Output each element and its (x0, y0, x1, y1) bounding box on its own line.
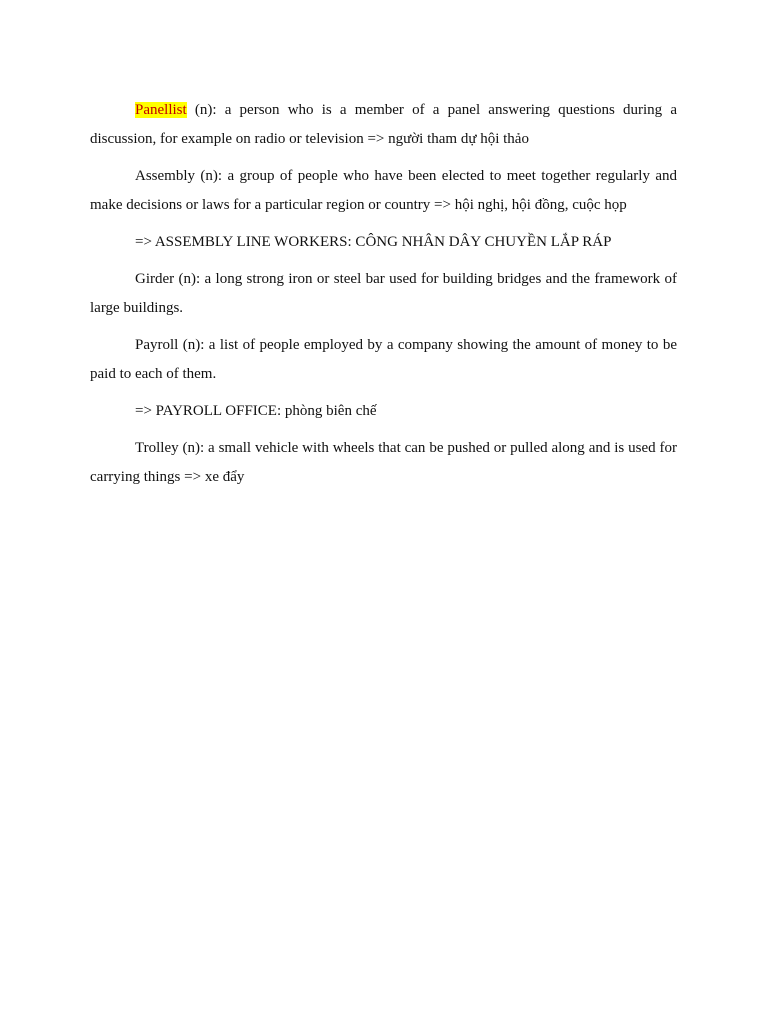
note-assembly-line: => ASSEMBLY LINE WORKERS: CÔNG NHÂN DÂY CHUYỀN LẮP RÁP (135, 234, 612, 250)
definition-girder: Girder (n): a long strong iron or steel bar used for building bridges and the framework of large buildings. (90, 271, 677, 316)
highlighted-term: Panellist (135, 102, 187, 118)
note-payroll-office: => PAYROLL OFFICE: phòng biên chế (135, 403, 377, 419)
document-body (90, 96, 677, 500)
definition-payroll: Payroll (n): a list of people employed by a company showing the amount of money to be paid to each of them. (90, 337, 677, 382)
definition-text: (n): a person who is a member of a panel answering questions during a discussion, for example on radio or television => người tham dự hội thảo (90, 102, 677, 147)
definition-assembly: Assembly (n): a group of people who have been elected to meet together regularly and make decisions or laws for a particular region or country => hội nghị, hội đồng, cuộc họp (90, 168, 677, 213)
definition-panellist (90, 96, 677, 154)
definition-trolley: Trolley (n): a small vehicle with wheels that can be pushed or pulled along and is used for carrying things => xe đẩy (90, 440, 677, 485)
